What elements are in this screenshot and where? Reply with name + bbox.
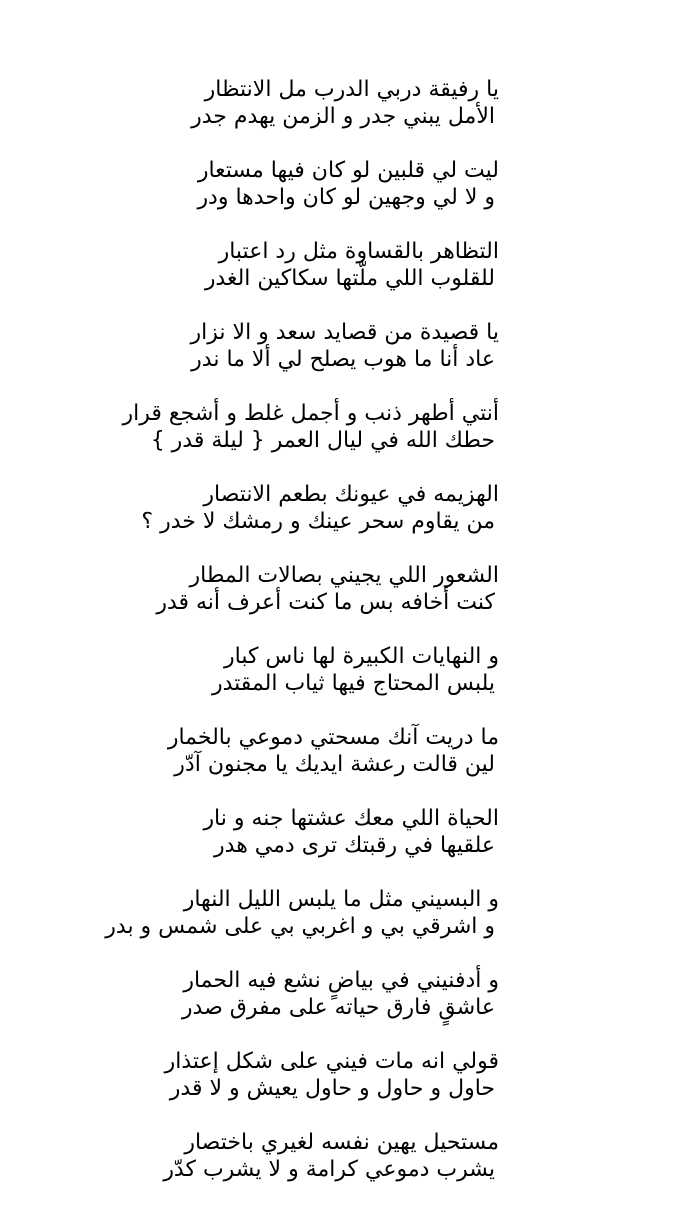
poem-line: الشعور اللي يجيني بصالات المطار bbox=[189, 563, 499, 588]
poem-line: الحياة اللي معك عشتها جنه و نار bbox=[203, 806, 499, 831]
poem-line: و لا لي وجهين لو كان واحدها ودر bbox=[197, 185, 495, 210]
stanza-8 bbox=[0, 643, 679, 724]
poem bbox=[0, 76, 679, 1210]
stanza-6 bbox=[0, 481, 679, 562]
poem-line: و البسيني مثل ما يلبس الليل النهار bbox=[183, 887, 499, 912]
poem-line: يا قصيدة من قصايد سعد و الا نزار bbox=[190, 320, 499, 345]
poem-line: يا رفيقة دربي الدرب مل الانتظار bbox=[204, 77, 499, 102]
stanza-9 bbox=[0, 724, 679, 805]
poem-line: مستحيل يهين نفسه لغيري باختصار bbox=[184, 1130, 499, 1155]
poem-line: حطك الله في ليال العمر { ليلة قدر } bbox=[150, 428, 495, 453]
stanza-1 bbox=[0, 76, 679, 157]
stanza-4 bbox=[0, 319, 679, 400]
poem-line: الهزيمه في عيونك بطعم الانتصار bbox=[203, 482, 499, 507]
stanza-10 bbox=[0, 805, 679, 886]
poem-line: و أدفنيني في بياضٍ نشع فيه الحمار bbox=[183, 968, 499, 993]
poem-line: قولي انه مات فيني على شكل إعتذار bbox=[164, 1049, 499, 1074]
poem-line: من يقاوم سحر عينك و رمشك لا خدر ؟ bbox=[141, 509, 495, 534]
poem-line: الأمل يبني جدر و الزمن يهدم جدر bbox=[191, 104, 495, 129]
poem-line: لين قالت رعشة ايديك يا مجنون آدّر bbox=[174, 752, 495, 777]
poem-line: يلبس المحتاج فيها ثياب المقتدر bbox=[212, 671, 495, 696]
poem-line: ليت لي قلبين لو كان فيها مستعار bbox=[197, 158, 499, 183]
poem-line: حاول و حاول و حاول يعيش و لا قدر bbox=[169, 1076, 495, 1101]
stanza-14 bbox=[0, 1129, 679, 1210]
poem-line: و اشرقي بي و اغربي بي على شمس و بدر bbox=[105, 914, 495, 939]
stanza-13 bbox=[0, 1048, 679, 1129]
stanza-12 bbox=[0, 967, 679, 1048]
poem-line: يشرب دموعي كرامة و لا يشرب كدّر bbox=[163, 1157, 495, 1182]
poem-line: علقيها في رقبتك ترى دمي هدر bbox=[214, 833, 495, 858]
stanza-11 bbox=[0, 886, 679, 967]
poem-line: كنت أخافه بس ما كنت أعرف أنه قدر bbox=[156, 590, 495, 615]
stanza-3 bbox=[0, 238, 679, 319]
poem-line: التظاهر بالقساوة مثل رد اعتبار bbox=[218, 239, 499, 264]
stanza-2 bbox=[0, 157, 679, 238]
poem-line: عاد أنا ما هوب يصلح لي ألا ما ندر bbox=[191, 347, 495, 372]
poem-line: و النهايات الكبيرة لها ناس كبار bbox=[224, 644, 499, 669]
poem-line: للقلوب اللي ملّتها سكاكين الغدر bbox=[204, 266, 495, 291]
poem-line: عاشقٍ فارق حياته على مفرق صدر bbox=[181, 995, 495, 1020]
poem-line: ما دريت آنك مسحتي دموعي بالخمار bbox=[167, 725, 499, 750]
stanza-7 bbox=[0, 562, 679, 643]
stanza-5 bbox=[0, 400, 679, 481]
poem-line: أنتي أطهر ذنب و أجمل غلط و أشجع قرار bbox=[122, 401, 499, 426]
